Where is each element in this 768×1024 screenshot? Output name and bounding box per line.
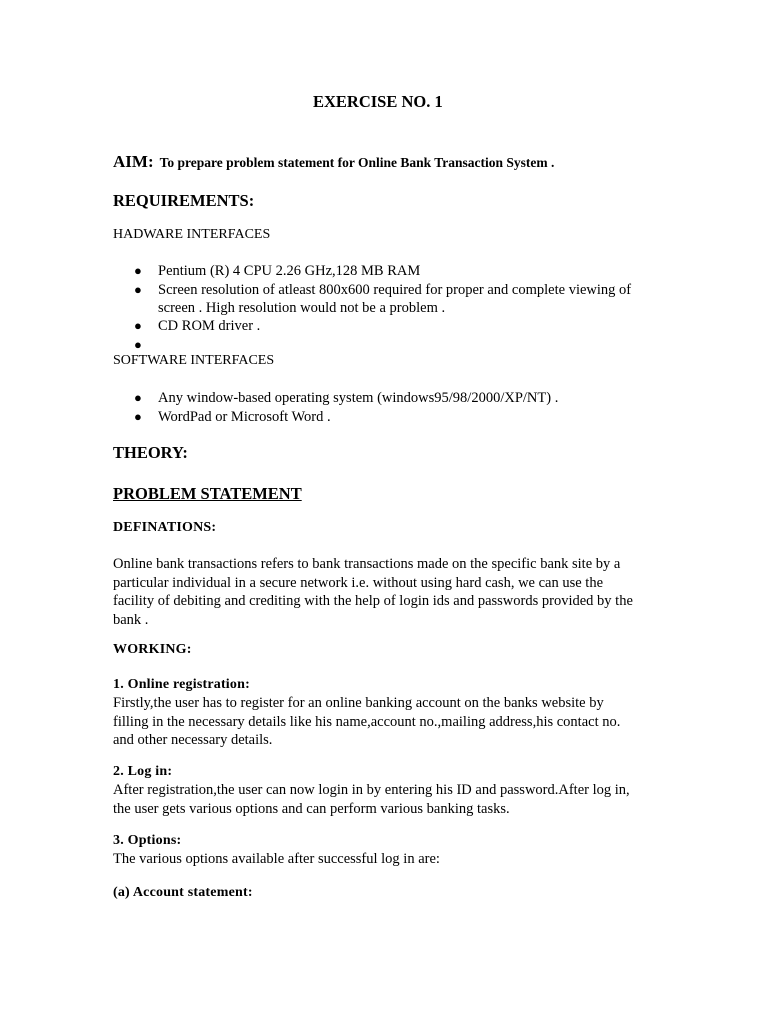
bullet-icon: ● (134, 263, 142, 278)
bullet-icon: ● (134, 282, 142, 297)
requirements-heading: REQUIREMENTS: (113, 191, 255, 210)
list-item: Pentium (R) 4 CPU 2.26 GHz,128 MB RAM (158, 263, 421, 279)
paragraph-line: the user gets various options and can perform various banking tasks. (113, 800, 510, 817)
paragraph-line: Online bank transactions refers to bank transactions made on the specific bank site by a (113, 556, 621, 572)
definitions-paragraph (113, 555, 633, 629)
step3-paragraph (113, 850, 440, 869)
hardware-heading: HADWARE INTERFACES (113, 227, 271, 242)
aim-label: AIM: (113, 152, 154, 171)
aim-line (113, 152, 554, 172)
paragraph-line: particular individual in a secure network i.e. without using hard cash, we can use the (113, 574, 604, 591)
paragraph-line: The various options available after successful log in are: (113, 851, 440, 867)
bullet-icon: ● (134, 390, 142, 405)
step2-paragraph (113, 781, 630, 818)
list-item: Screen resolution of atleast 800x600 required for proper and complete viewing of (158, 282, 632, 298)
option-a-heading: (a) Account statement: (113, 885, 253, 900)
problem-statement-heading: PROBLEM STATEMENT (113, 484, 302, 503)
step3-heading: 3. Options: (113, 833, 182, 848)
software-heading: SOFTWARE INTERFACES (113, 353, 275, 368)
paragraph-line: bank . (113, 611, 149, 628)
list-item-continuation: screen . High resolution would not be a problem . (158, 300, 446, 316)
bullet-icon: ● (134, 318, 142, 333)
list-item: Any window-based operating system (windows95/98/2000/XP/NT) . (158, 390, 559, 406)
aim-text: To prepare problem statement for Online Bank Transaction System . (159, 155, 555, 170)
bullet-icon: ● (134, 409, 142, 424)
list-item: WordPad or Microsoft Word . (158, 409, 331, 425)
exercise-title: EXERCISE NO. 1 (313, 92, 443, 111)
bullet-icon: ● (134, 337, 142, 352)
paragraph-line: filling in the necessary details like his name,account no.,mailing address,his contact no. (113, 713, 621, 730)
list-item: CD ROM driver . (158, 318, 261, 334)
paragraph-line: facility of debiting and crediting with the help of login ids and passwords provided by the (113, 593, 633, 609)
paragraph-line: Firstly,the user has to register for an online banking account on the banks website by (113, 695, 604, 711)
paragraph-line: After registration,the user can now login in by entering his ID and password.After log in, (113, 782, 630, 798)
theory-heading: THEORY: (113, 443, 188, 462)
paragraph-line: and other necessary details. (113, 732, 273, 748)
working-heading: WORKING: (113, 642, 192, 657)
step2-heading: 2. Log in: (113, 764, 173, 779)
step1-paragraph (113, 694, 620, 750)
step1-heading: 1. Online registration: (113, 677, 250, 692)
definitions-heading: DEFINATIONS: (113, 520, 217, 535)
